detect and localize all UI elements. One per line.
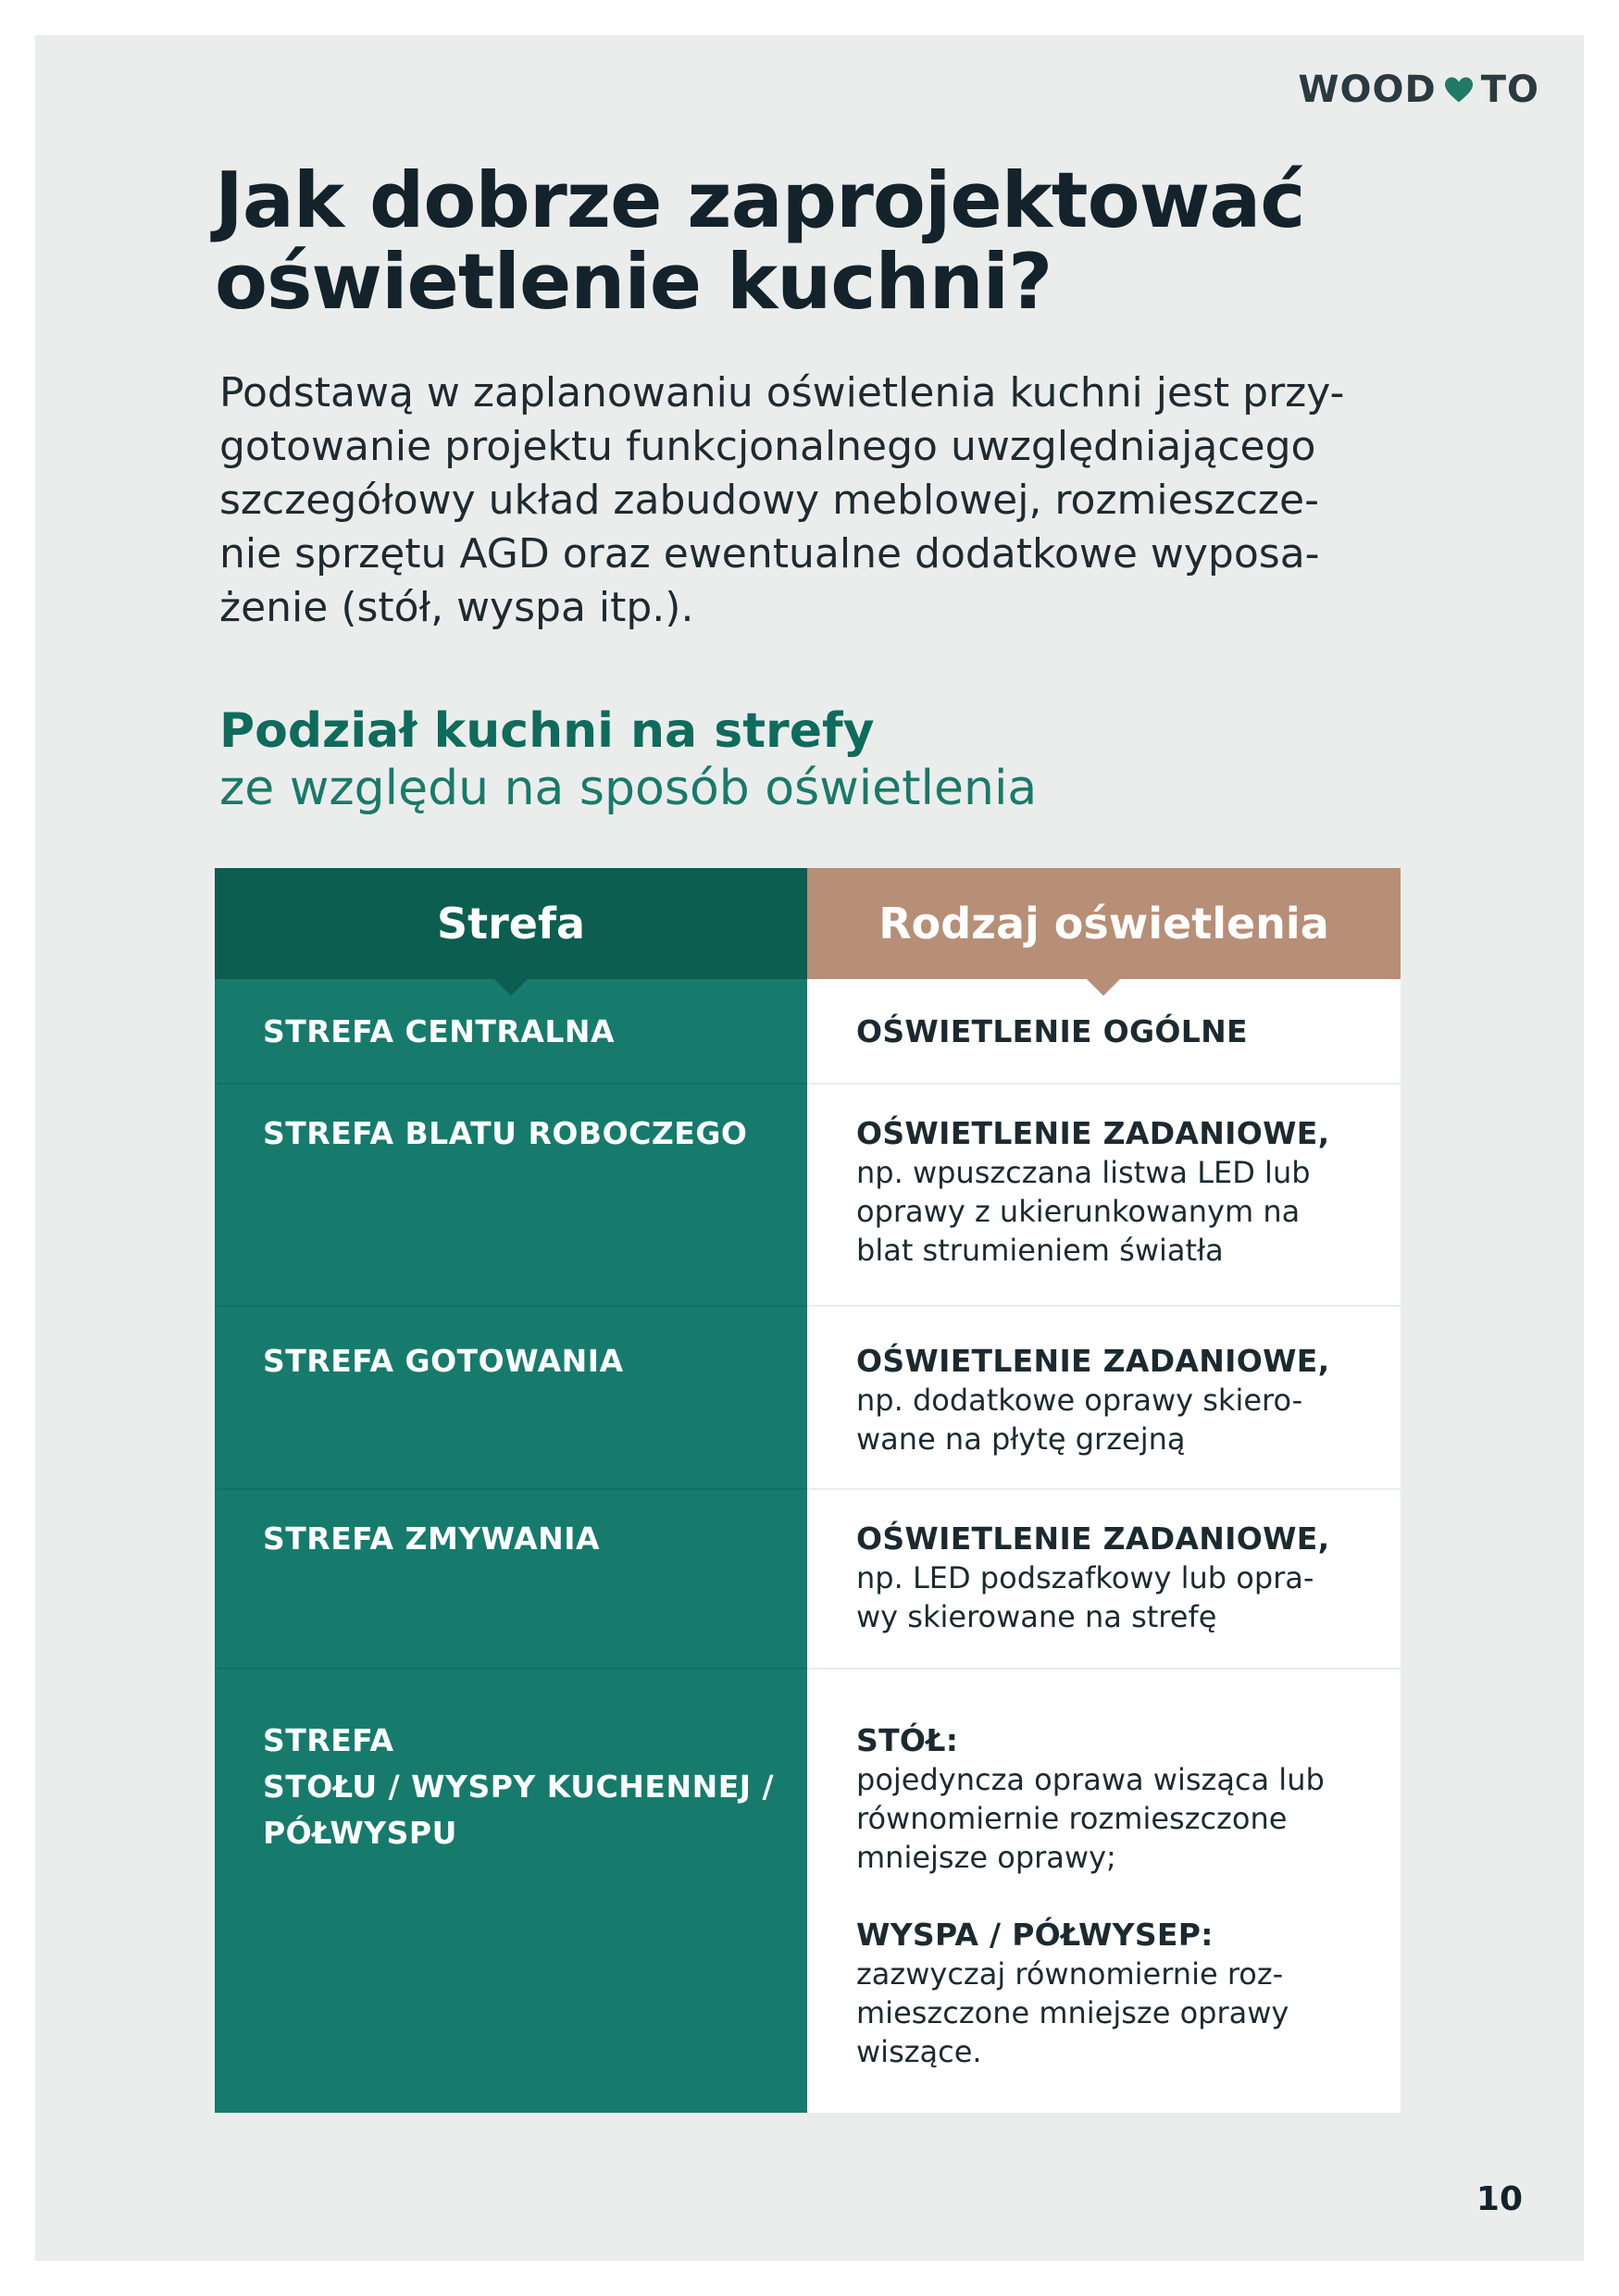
lighting-description-line: wane na płytę grzejną — [856, 1421, 1186, 1457]
row-divider — [807, 1083, 1401, 1085]
row-divider — [215, 1488, 807, 1490]
lighting-description-line: równomiernie rozmieszczone — [856, 1801, 1288, 1836]
lighting-description-line: wiszące. — [856, 2034, 982, 2069]
zone-label: STREFA GOTOWANIA — [263, 1343, 624, 1379]
zone-cell — [263, 1718, 781, 1856]
zone-cell — [263, 1338, 781, 1384]
lighting-description-line: mieszczone mniejsze oprawy — [856, 1995, 1289, 2030]
lighting-title: OŚWIETLENIE ZADANIOWE, — [856, 1343, 1330, 1379]
section-heading — [219, 701, 1423, 816]
lighting-cell — [856, 1012, 1375, 1051]
heart-icon — [1442, 73, 1476, 106]
page — [35, 35, 1584, 2261]
zone-column-header: Strefa — [215, 868, 807, 979]
lighting-title: STÓŁ: — [856, 1722, 959, 1758]
lighting-description-line: np. wpuszczana listwa LED lub — [856, 1155, 1311, 1190]
page-number: 10 — [1476, 2180, 1523, 2218]
page-title — [215, 155, 1372, 327]
section-subtitle: ze względu na sposób oświetlenia — [219, 761, 1038, 816]
brand-logo-part2: TO — [1480, 68, 1539, 111]
zone-label: STREFA CENTRALNA — [263, 1013, 616, 1049]
lighting-description-line: blat strumieniem światła — [856, 1233, 1224, 1268]
row-divider — [215, 1083, 807, 1085]
lighting-description-line: zazwyczaj równomiernie roz- — [856, 1956, 1284, 1992]
lighting-cell — [856, 1721, 1375, 2071]
lighting-cell — [856, 1114, 1375, 1270]
lighting-title: OŚWIETLENIE ZADANIOWE, — [856, 1115, 1330, 1151]
spacer — [856, 1877, 1375, 1916]
lighting-title: OŚWIETLENIE ZADANIOWE, — [856, 1520, 1330, 1557]
intro-line: nie sprzętu AGD oraz ewentualne dodatkowe wyposa- — [219, 530, 1320, 577]
intro-line: Podstawą w zaplanowaniu oświetlenia kuchni jest przy- — [219, 369, 1345, 416]
brand-logo-part1: WOOD — [1298, 68, 1437, 111]
row-divider — [215, 1305, 807, 1307]
zone-label: STREFA — [263, 1722, 394, 1758]
lighting-description-line: np. LED podszafkowy lub opra- — [856, 1560, 1314, 1595]
row-divider — [807, 1305, 1401, 1307]
lighting-description-line: oprawy z ukierunkowanym na — [856, 1194, 1301, 1229]
page-title-line-1: Jak dobrze zaprojektować — [215, 155, 1305, 245]
zone-label: STREFA ZMYWANIA — [263, 1520, 601, 1557]
page-title-line-2: oświetlenie kuchni? — [215, 237, 1052, 327]
intro-line: gotowanie projektu funkcjonalnego uwzględniającego — [219, 423, 1316, 470]
section-title: Podział kuchni na strefy — [219, 703, 875, 759]
lighting-description-line: wy skierowane na strefę — [856, 1599, 1217, 1634]
brand-logo — [1298, 68, 1539, 111]
zone-header-pointer — [492, 977, 529, 996]
intro-line: szczegółowy układ zabudowy meblowej, rozmieszcze- — [219, 477, 1319, 524]
zone-cell — [263, 1516, 781, 1562]
zones-table — [215, 868, 1401, 2113]
lighting-description-line: np. dodatkowe oprawy skiero- — [856, 1383, 1303, 1418]
row-divider — [807, 1668, 1401, 1669]
intro-line: żenie (stół, wyspa itp.). — [219, 584, 694, 631]
zone-cell — [263, 1111, 781, 1157]
zone-cell — [263, 1009, 781, 1055]
lighting-column-header: Rodzaj oświetlenia — [807, 868, 1401, 979]
zone-label: PÓŁWYSPU — [263, 1815, 457, 1851]
row-divider — [807, 1488, 1401, 1490]
zone-label: STOŁU / WYSPY KUCHENNEJ / — [263, 1769, 775, 1805]
lighting-description-line: pojedyncza oprawa wisząca lub — [856, 1762, 1325, 1797]
lighting-cell — [856, 1520, 1375, 1636]
lighting-cell — [856, 1342, 1375, 1458]
lighting-header-pointer — [1085, 977, 1122, 996]
lighting-title: WYSPA / PÓŁWYSEP: — [856, 1917, 1214, 1953]
lighting-description-line: mniejsze oprawy; — [856, 1840, 1116, 1875]
intro-paragraph — [219, 366, 1460, 635]
lighting-title: OŚWIETLENIE OGÓLNE — [856, 1013, 1248, 1049]
zone-label: STREFA BLATU ROBOCZEGO — [263, 1115, 748, 1151]
row-divider — [215, 1668, 807, 1669]
